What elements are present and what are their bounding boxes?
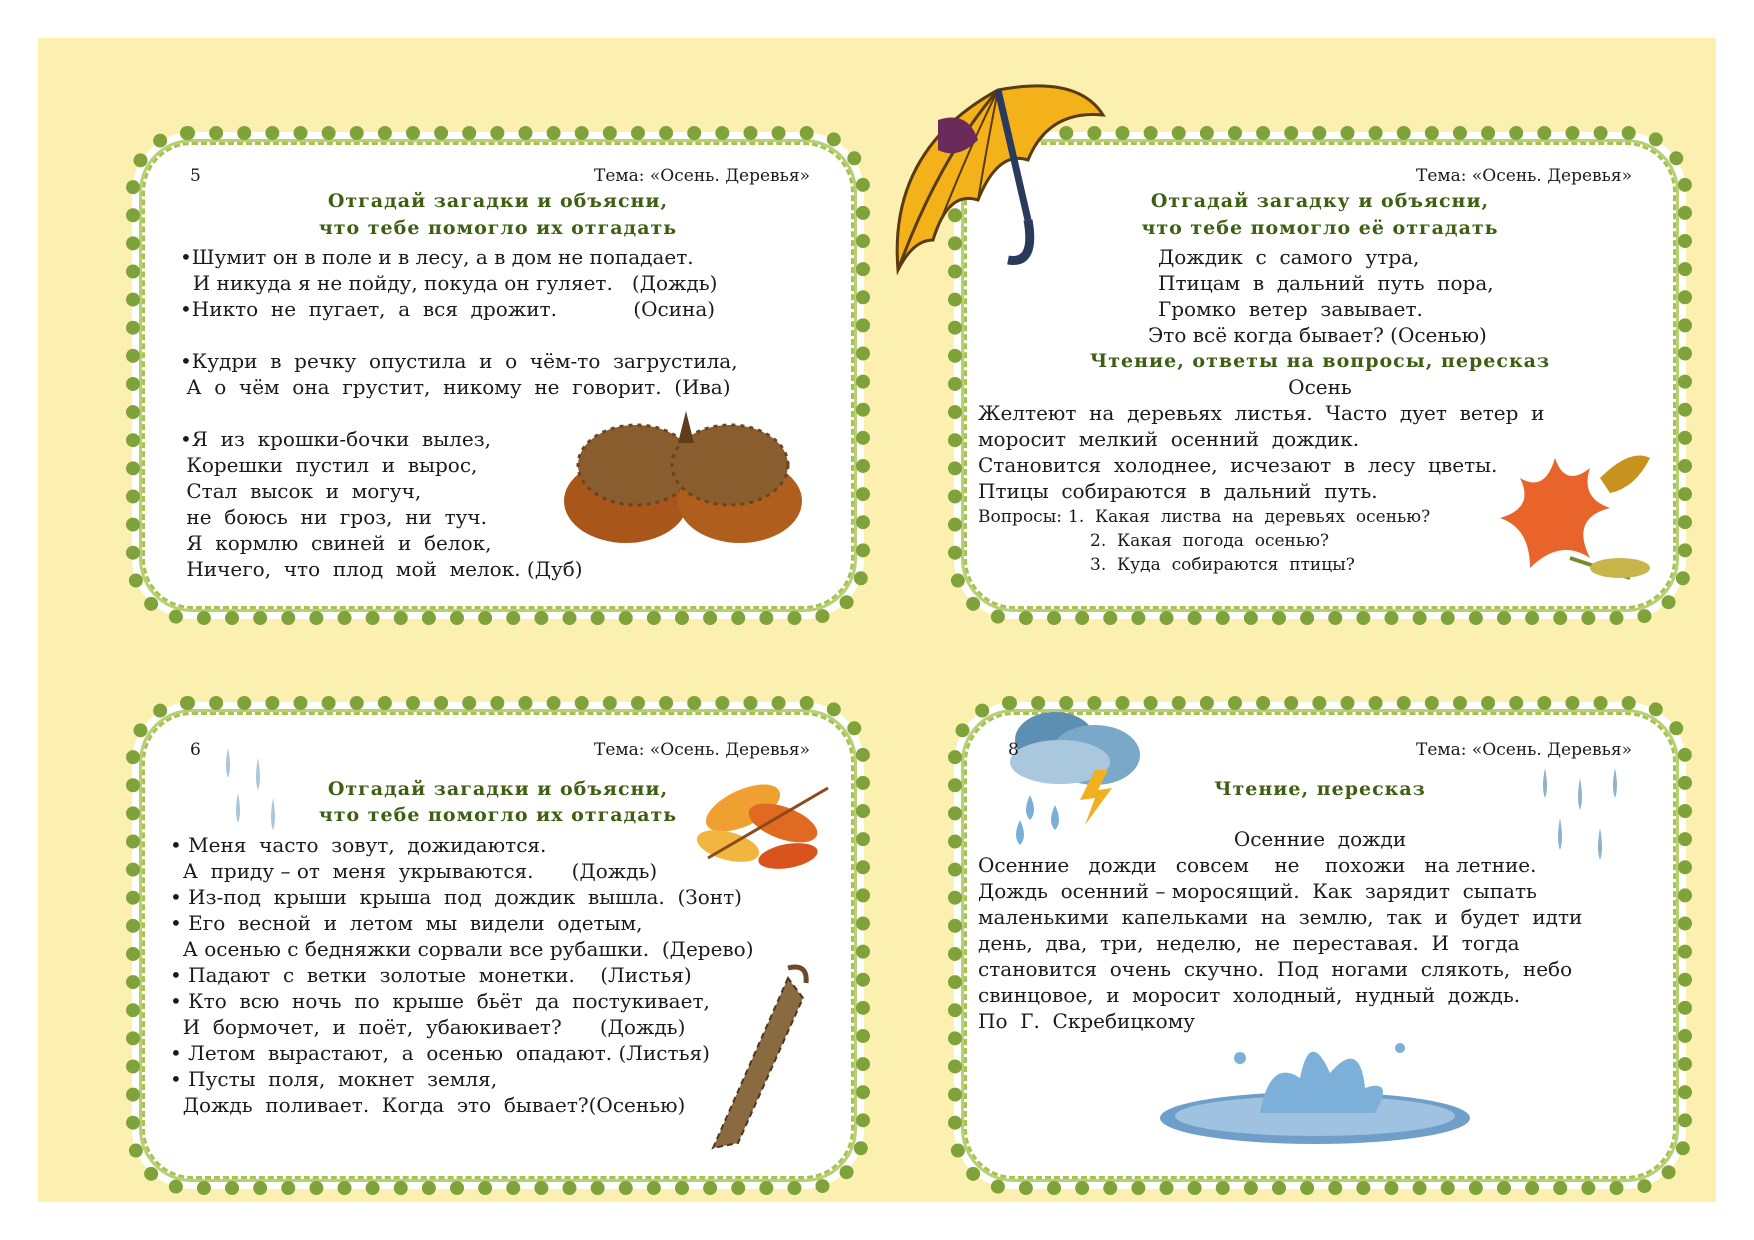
story-line: день, два, три, неделю, не переставая. И тогда <box>978 931 1520 955</box>
riddle-line: • Его весной и летом мы видели одетым, <box>170 911 643 935</box>
riddle-line: • Из-под крыши крыша под дождик вышла. (Зонт) <box>170 885 742 909</box>
page-number: 8 <box>1008 740 1019 760</box>
riddle-line: Корешки пустил и вырос, <box>180 453 478 477</box>
card-riddles-6 <box>148 718 848 1173</box>
page-background <box>38 38 1716 1202</box>
poem-line: Громко ветер завывает. <box>1158 297 1423 321</box>
story-line: маленькими капельками на землю, так и будет идти <box>978 905 1583 929</box>
riddle-line: А приду – от меня укрываются. (Дождь) <box>170 859 658 883</box>
heading-line-2: что тебе помогло её отгадать <box>1141 217 1499 239</box>
story-line: Становится холоднее, исчезают в лесу цветы. <box>978 453 1498 477</box>
riddle-line: Ничего, что плод мой мелок. (Дуб) <box>180 557 583 581</box>
riddle-line: Стал высок и могуч, <box>180 479 422 503</box>
topic-label: Тема: «Осень. Деревья» <box>1416 740 1632 760</box>
question-item: 2. Какая погода осенью? <box>1090 531 1330 551</box>
riddle-line: И никуда я не пойду, покуда он гуляет. (Дождь) <box>180 271 718 295</box>
card-reading-8 <box>970 718 1670 1173</box>
poem-line: Птицам в дальний путь пора, <box>1158 271 1494 295</box>
story-line: становится очень скучно. Под ногами слякоть, небо <box>978 957 1573 981</box>
riddle-line: • Падают с ветки золотые монетки. (Листья) <box>170 963 692 987</box>
story-line: Птицы собираются в дальний путь. <box>978 479 1378 503</box>
riddle-line: •Я из крошки-бочки вылез, <box>180 427 491 451</box>
topic-label: Тема: «Осень. Деревья» <box>1416 166 1632 186</box>
riddle-line: • Летом вырастают, а осенью опадают. (Листья) <box>170 1041 710 1065</box>
riddle-line: •Шумит он в поле и в лесу, а в дом не попадает. <box>180 245 694 269</box>
riddle-line: • Пусты поля, мокнет земля, <box>170 1067 498 1091</box>
riddle-line: А о чём она грустит, никому не говорит. (Ива) <box>180 375 731 399</box>
heading: Чтение, пересказ <box>1214 778 1426 800</box>
poem-line: Дождик с самого утра, <box>1158 245 1420 269</box>
page-number: 6 <box>190 740 201 760</box>
maple-leaf-icon <box>1470 418 1660 588</box>
riddle-line: А осенью с бедняжки сорвали все рубашки. (Дерево) <box>170 937 754 961</box>
heading-line-3: Чтение, ответы на вопросы, пересказ <box>1089 350 1551 372</box>
topic-label: Тема: «Осень. Деревья» <box>594 166 810 186</box>
page-number: 5 <box>190 166 201 186</box>
heading-line-2: что тебе помогло их отгадать <box>318 217 678 239</box>
story-line: Осенние дожди совсем не похожи на летние. <box>978 853 1537 877</box>
story-line: свинцовое, и моросит холодный, нудный дождь. <box>978 983 1521 1007</box>
heading-line-1: Отгадай загадки и объясни, <box>327 778 669 800</box>
question-item: 1. Какая листва на деревьях осенью? <box>1068 507 1431 527</box>
riddle-line: •Никто не пугает, а вся дрожит. (Осина) <box>180 297 716 321</box>
heading-line-1: Отгадай загадки и объясни, <box>327 190 669 212</box>
topic-label: Тема: «Осень. Деревья» <box>594 740 810 760</box>
questions-label: Вопросы: <box>978 507 1062 527</box>
riddle-line: •Кудри в речку опустила и о чём-то загрустила, <box>180 349 738 373</box>
closed-umbrella-icon <box>698 958 828 1158</box>
riddle-line: Я кормлю свиней и белок, <box>180 531 492 555</box>
poem-line: Это всё когда бывает? (Осенью) <box>1148 323 1487 347</box>
riddle-line: • Кто всю ночь по крыше бьёт да постукивает, <box>170 989 710 1013</box>
riddle-line: И бормочет, и поёт, убаюкивает? (Дождь) <box>170 1015 686 1039</box>
question-item: 3. Куда собираются птицы? <box>1090 555 1355 575</box>
heading-line-2: что тебе помогло их отгадать <box>318 804 678 826</box>
umbrella-icon <box>878 70 1108 290</box>
story-line: Желтеют на деревьях листья. Часто дует ветер и <box>978 401 1545 425</box>
card-riddles-5 <box>148 148 848 603</box>
story-title: Осень <box>1288 375 1352 399</box>
riddle-line: не боюсь ни гроз, ни туч. <box>180 505 488 529</box>
riddle-line: • Меня часто зовут, дожидаются. <box>170 833 547 857</box>
story-title: Осенние дожди <box>1233 827 1407 851</box>
story-author: По Г. Скребицкому <box>978 1009 1196 1033</box>
puddle-splash-icon <box>1150 1018 1480 1148</box>
story-line: Дождь осенний – моросящий. Как зарядит сыпать <box>978 879 1537 903</box>
heading-line-1: Отгадай загадку и объясни, <box>1150 190 1490 212</box>
acorn-icon <box>548 403 818 553</box>
riddle-line: Дождь поливает. Когда это бывает?(Осенью) <box>170 1093 686 1117</box>
story-line: моросит мелкий осенний дождик. <box>978 427 1360 451</box>
